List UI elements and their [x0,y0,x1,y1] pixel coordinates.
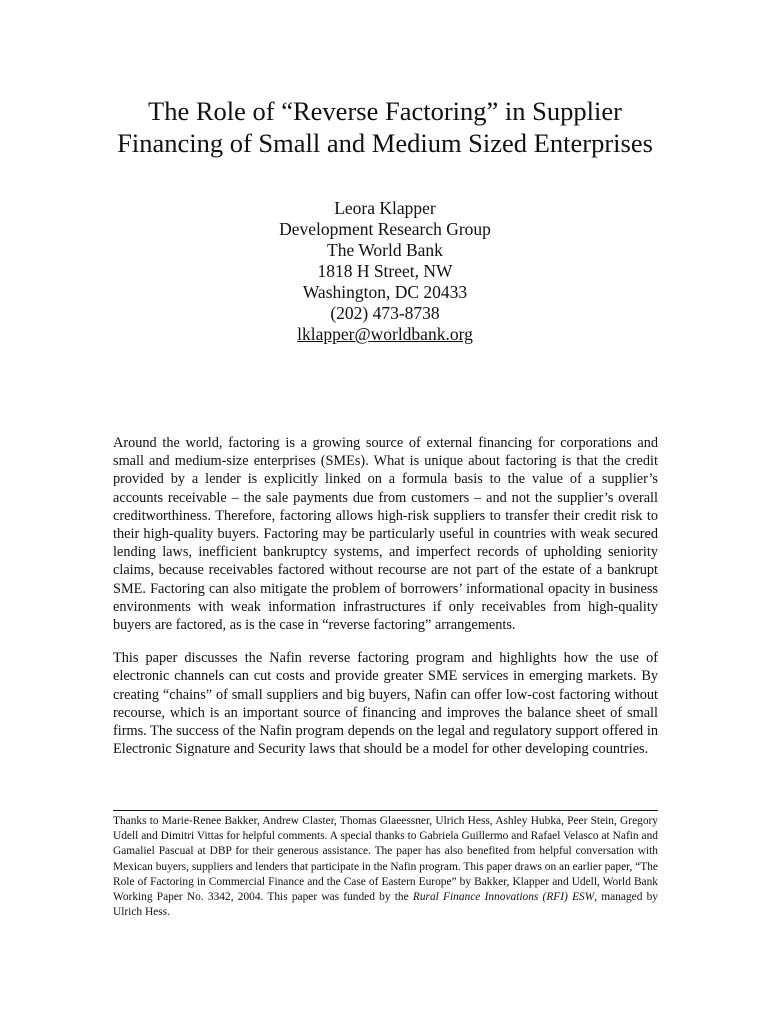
author-email-link[interactable]: lklapper@worldbank.org [297,324,473,344]
paper-title-line-1: The Role of “Reverse Factoring” in Supplier [148,96,622,126]
author-block [185,198,585,345]
author-department: Development Research Group [279,219,491,239]
acknowledgement-footnote [113,814,658,920]
paper-title [60,95,710,159]
author-city: Washington, DC 20433 [302,282,468,302]
abstract-paragraph-1: Around the world, factoring is a growing source of external financing for corporations and small and medium-size enterprises (SMEs). What is unique about factoring is that the credit provided by a lender is explicitly linked on a formula basis to the value of a supplier’s accounts receivable – the sale payments due from customers – and not the supplier’s overall creditworthiness. Therefore, factoring allows high-risk suppliers to transfer their credit risk to their high-quality buyers. Factoring may be particularly useful in countries with weak secured lending laws, inefficient bankruptcy systems, and imperfect records of upholding seniority claims, because receivables factored without recourse are not part of the estate of a bankrupt SME. Factoring can also mitigate the problem of borrowers’ informational opacity in business environments with weak information infrastructures if only receivables from high-quality buyers are factored, as is the case in “reverse factoring” arrangements. [113,435,658,634]
abstract [113,434,658,773]
author-name: Leora Klapper [334,198,436,218]
footnote-divider [113,810,658,811]
paper-title-line-2: Financing of Small and Medium Sized Enterprises [117,128,653,158]
footnote-text-main: Thanks to Marie-Renee Bakker, Andrew Claster, Thomas Glaeessner, Ulrich Hess, Ashley Hubka, Peer Stein, Gregory Udell and Dimitri Vittas for helpful comments. A special thanks to Gabriela Guillermo and Rafael Velasco at Nafin and Gamaliel Pascual at DBP for their generous assistance. The paper has also benefited from helpful conversation with Mexican buyers, suppliers and lenders that participate in the Nafin program. This paper draws on an earlier paper, “The Role of Factoring in Commercial Finance and the Case of Eastern Europe” by Bakker, Klapper and Udell, World Bank Working Paper No. 3342, 2004. This paper was funded by the [113,815,658,904]
author-organization: The World Bank [327,240,443,260]
author-phone: (202) 473-8738 [330,303,440,323]
author-street: 1818 H Street, NW [317,261,453,281]
footnote-text-italic: Rural Finance Innovations (RFI) ESW [412,891,595,904]
footnote-text-end: , managed by Ulrich Hess. [113,891,658,919]
abstract-paragraph-2: This paper discusses the Nafin reverse factoring program and highlights how the use of electronic channels can cut costs and provide greater SME services in emerging markets. By creating “chains” of small suppliers and big buyers, Nafin can offer low-cost factoring without recourse, which is an important source of financing and improves the balance sheet of small firms. The success of the Nafin program depends on the legal and regulatory support offered in Electronic Signature and Security laws that should be a model for other developing countries. [113,650,658,758]
